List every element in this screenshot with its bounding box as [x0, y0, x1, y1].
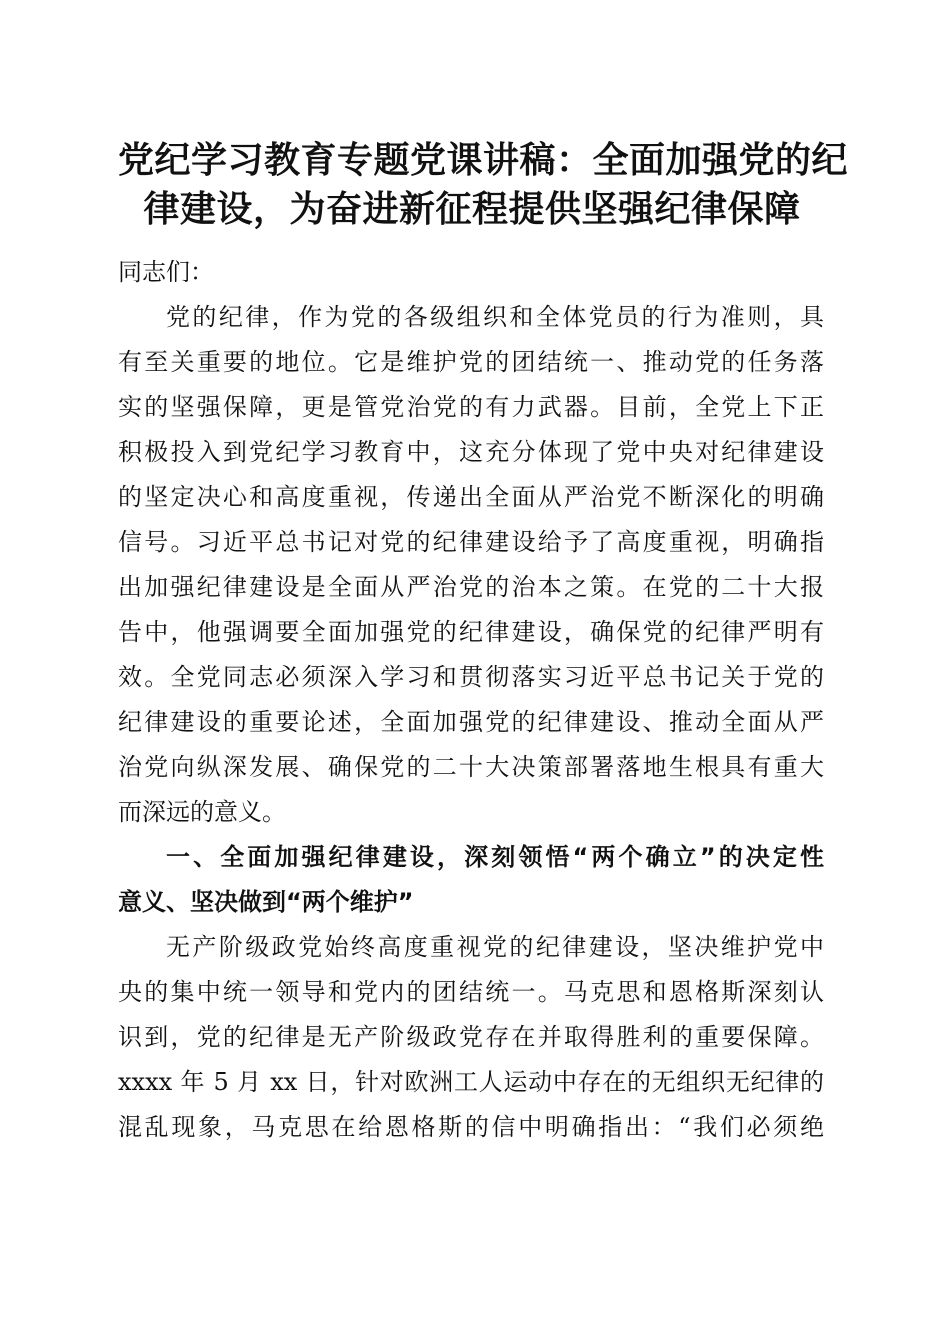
section-heading-line: 意义、坚决做到“两个维护” — [118, 888, 414, 916]
paragraph-1 — [118, 295, 824, 835]
text-line: 而深远的意义。 — [118, 798, 286, 826]
paragraph-2 — [118, 925, 824, 1150]
text-line: 纪律建设的重要论述，全面加强党的纪律建设、推动全面从严 — [118, 708, 824, 736]
title-line-1: 党纪学习教育专题党课讲稿：全面加强党的纪 — [118, 139, 849, 181]
text-line: 效。全党同志必须深入学习和贯彻落实习近平总书记关于党的 — [118, 663, 824, 691]
text-line: 央的集中统一领导和党内的团结统一。马克思和恩格斯深刻认 — [118, 978, 824, 1006]
text-line: 告中，他强调要全面加强党的纪律建设，确保党的纪律严明有 — [118, 618, 824, 646]
text-line: 的坚定决心和高度重视，传递出全面从严治党不断深化的明确 — [118, 483, 824, 511]
text-line: xxxx 年 5 月 xx 日，针对欧洲工人运动中存在的无组织无纪律的 — [118, 1068, 824, 1096]
text-line: 党的纪律，作为党的各级组织和全体党员的行为准则，具 — [166, 303, 824, 331]
text-line: 混乱现象，马克思在给恩格斯的信中明确指出：“我们必须绝 — [118, 1113, 824, 1141]
greeting: 同志们： — [118, 258, 214, 286]
text-line: 无产阶级政党始终高度重视党的纪律建设，坚决维护党中 — [166, 933, 824, 961]
text-line: 识到，党的纪律是无产阶级政党存在并取得胜利的重要保障。 — [118, 1023, 824, 1051]
text-line: 实的坚强保障，更是管党治党的有力武器。目前，全党上下正 — [118, 393, 824, 421]
text-line: 治党向纵深发展、确保党的二十大决策部署落地生根具有重大 — [118, 753, 824, 781]
text-line: 有至关重要的地位。它是维护党的团结统一、推动党的任务落 — [118, 348, 824, 376]
page-title — [118, 136, 849, 234]
document-body — [118, 250, 824, 1150]
title-line-2: 律建设，为奋进新征程提供坚强纪律保障 — [143, 188, 801, 230]
section-heading-line: 一、全面加强纪律建设，深刻领悟“两个确立”的决定性 — [166, 843, 824, 871]
text-line: 出加强纪律建设是全面从严治党的治本之策。在党的二十大报 — [118, 573, 824, 601]
section-heading — [118, 835, 824, 925]
text-line: 信号。习近平总书记对党的纪律建设给予了高度重视，明确指 — [118, 528, 824, 556]
text-line: 积极投入到党纪学习教育中，这充分体现了党中央对纪律建设 — [118, 438, 824, 466]
